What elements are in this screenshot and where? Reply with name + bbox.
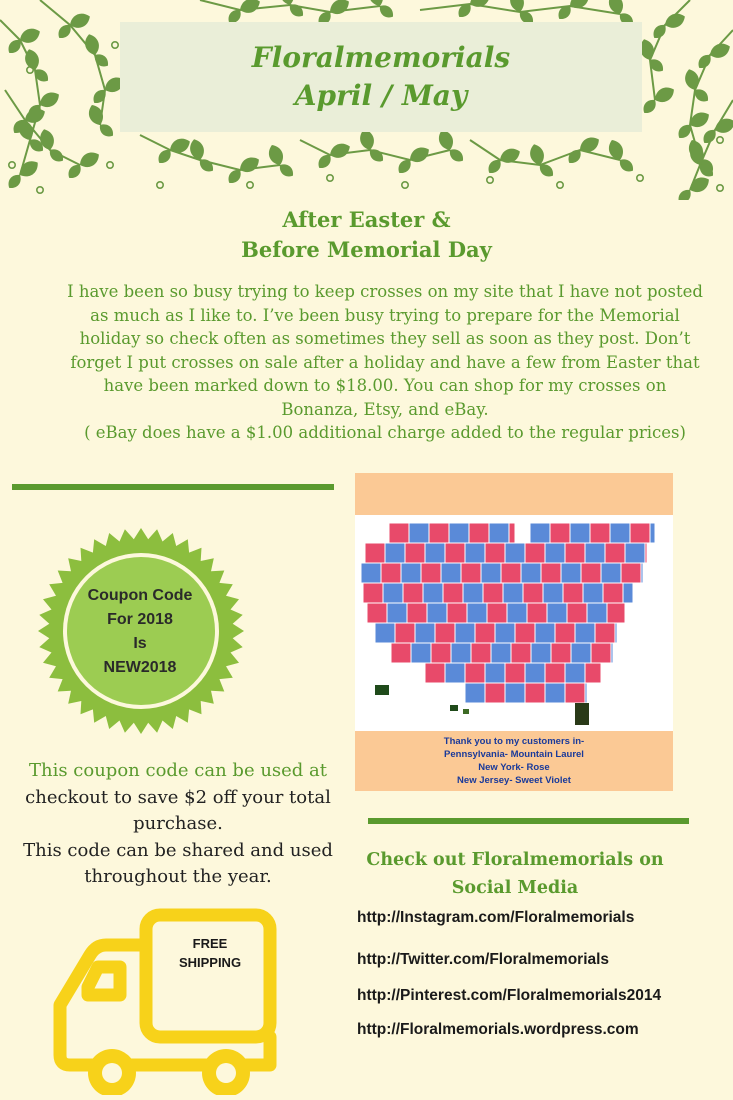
- map-state-tile: [415, 623, 435, 643]
- map-state-tile: [561, 563, 581, 583]
- map-state-tile: [607, 603, 625, 623]
- map-state-tile: [435, 623, 455, 643]
- vine-dot: [637, 175, 643, 181]
- map-state-tile: [367, 603, 387, 623]
- map-state-tile: [421, 563, 441, 583]
- map-state-tile: [463, 709, 469, 714]
- map-state-tile: [551, 643, 571, 663]
- map-state-tile: [425, 543, 445, 563]
- map-state-tile: [527, 603, 547, 623]
- map-state-tile: [530, 523, 550, 543]
- page-subtitle: April / May: [294, 79, 468, 112]
- map-state-tile: [565, 663, 585, 683]
- map-state-tile: [365, 543, 385, 563]
- map-state-tile: [623, 583, 633, 603]
- map-state-tile: [461, 563, 481, 583]
- vine-dot: [37, 187, 43, 193]
- vine-dot: [717, 185, 723, 191]
- map-state-tile: [610, 523, 630, 543]
- map-state-tile: [485, 543, 505, 563]
- vine-dot: [487, 177, 493, 183]
- map-state-tile: [625, 543, 645, 563]
- map-state-tile: [423, 583, 443, 603]
- map-state-tile: [455, 623, 475, 643]
- map-state-tile: [603, 583, 623, 603]
- map-state-tile: [581, 563, 601, 583]
- leaf: [266, 142, 287, 167]
- map-state-tile: [505, 543, 525, 563]
- leaf: [67, 10, 92, 31]
- map-state-tile: [543, 583, 563, 603]
- map-state-tile: [501, 563, 521, 583]
- vine-dot: [402, 182, 408, 188]
- map-state-tile: [575, 623, 595, 643]
- map-caption-line: Pennsylvania- Mountain Laurel: [444, 749, 584, 760]
- divider-left: [12, 484, 334, 490]
- map-state-tile: [525, 543, 545, 563]
- map-state-tile: [405, 543, 425, 563]
- leaf: [83, 32, 102, 56]
- map-state-tile: [391, 643, 411, 663]
- map-state-tile: [641, 563, 643, 583]
- map-state-tile: [565, 683, 585, 703]
- us-flower-map-image: [355, 473, 673, 791]
- map-state-tile: [363, 583, 383, 603]
- map-state-tile: [591, 643, 611, 663]
- intro-heading-line1: After Easter &: [282, 207, 451, 232]
- leaf: [606, 137, 627, 162]
- map-state-tile: [381, 563, 401, 583]
- social-heading-line1: Check out Floralmemorials on: [366, 850, 664, 870]
- map-state-tile: [605, 543, 625, 563]
- instagram-link[interactable]: http://Instagram.com/Floralmemorials: [357, 909, 635, 926]
- map-state-tile: [407, 603, 427, 623]
- map-state-tile: [491, 643, 511, 663]
- map-state-tile: [483, 583, 503, 603]
- map-state-tile: [375, 685, 389, 695]
- map-state-tile: [505, 683, 525, 703]
- map-state-tile: [650, 523, 655, 543]
- map-state-tile: [521, 563, 541, 583]
- map-state-tile: [587, 603, 607, 623]
- map-state-tile: [449, 523, 469, 543]
- divider-right: [368, 818, 689, 824]
- map-state-tile: [621, 563, 641, 583]
- map-state-tile: [545, 683, 565, 703]
- map-state-tile: [445, 663, 465, 683]
- map-state-tile: [431, 643, 451, 663]
- coupon-desc-line: throughout the year.: [84, 866, 272, 887]
- intro-line: Bonanza, Etsy, and eBay.: [281, 399, 489, 419]
- map-state-tile: [471, 643, 491, 663]
- us-map-graphic: [355, 515, 673, 731]
- map-state-tile: [567, 603, 587, 623]
- leaf: [662, 10, 687, 31]
- leaf: [327, 140, 352, 161]
- map-state-tile: [485, 683, 505, 703]
- map-state-tile: [465, 663, 485, 683]
- pinterest-link[interactable]: http://Pinterest.com/Floralmemorials2014: [357, 987, 662, 1004]
- map-state-tile: [401, 563, 421, 583]
- map-state-tile: [425, 663, 445, 683]
- map-state-tile: [583, 583, 603, 603]
- map-state-tile: [515, 623, 535, 643]
- page-title: Floralmemorials: [251, 41, 511, 74]
- map-state-tile: [465, 543, 485, 563]
- map-state-tile: [630, 523, 650, 543]
- coupon-badge-text: [65, 584, 215, 680]
- leaf: [683, 67, 702, 91]
- map-state-tile: [450, 705, 458, 711]
- map-state-tile: [487, 603, 507, 623]
- map-state-tile: [511, 643, 531, 663]
- map-state-tile: [535, 623, 555, 643]
- coupon-desc-line: This coupon code can be used at: [28, 760, 328, 781]
- map-state-tile: [645, 543, 647, 563]
- map-state-tile: [585, 663, 601, 683]
- vine-dot: [557, 182, 563, 188]
- map-state-tile: [445, 543, 465, 563]
- map-state-tile: [547, 603, 567, 623]
- map-state-tile: [495, 623, 515, 643]
- map-state-tile: [545, 543, 565, 563]
- social-heading: [355, 846, 675, 902]
- map-state-tile: [463, 583, 483, 603]
- coupon-desc-line: This code can be shared and used: [23, 839, 333, 861]
- coupon-code: NEW2018: [103, 659, 177, 676]
- map-state-tile: [585, 543, 605, 563]
- map-state-tile: [429, 523, 449, 543]
- vine-dot: [27, 67, 33, 73]
- intro-paragraph: [40, 280, 730, 445]
- coupon-line: Coupon Code: [87, 587, 193, 604]
- vine-dot: [327, 175, 333, 181]
- map-state-tile: [441, 563, 461, 583]
- map-state-tile: [531, 643, 551, 663]
- map-state-tile: [375, 623, 395, 643]
- coupon-line: For 2018: [107, 611, 173, 628]
- map-state-tile: [570, 523, 590, 543]
- map-state-tile: [411, 643, 431, 663]
- map-caption: [355, 735, 673, 787]
- leaf: [188, 137, 207, 161]
- vine-dot: [9, 162, 15, 168]
- map-state-tile: [525, 663, 545, 683]
- map-state-tile: [571, 643, 591, 663]
- intro-line: I have been so busy trying to keep crosses on my site that I have not posted: [67, 282, 703, 301]
- vine-dot: [717, 137, 723, 143]
- map-state-tile: [611, 643, 613, 663]
- map-state-tile: [403, 583, 423, 603]
- map-state-tile: [507, 603, 527, 623]
- map-state-tile: [469, 523, 489, 543]
- map-state-tile: [409, 523, 429, 543]
- intro-line: forget I put crosses on sale after a holiday and have a few from Easter that: [70, 352, 700, 372]
- map-state-tile: [387, 603, 407, 623]
- map-state-tile: [541, 563, 561, 583]
- map-state-tile: [595, 623, 615, 643]
- map-state-tile: [465, 683, 485, 703]
- intro-line: have been marked down to $18.00. You can shop for my crosses on: [103, 376, 667, 395]
- map-caption-line: Thank you to my customers in-: [443, 736, 585, 747]
- intro-line: ( eBay does have a $1.00 additional charge added to the regular prices): [84, 423, 686, 442]
- map-caption-line: New York- Rose: [478, 762, 550, 773]
- map-state-tile: [601, 563, 621, 583]
- wordpress-link[interactable]: http://Floralmemorials.wordpress.com: [357, 1021, 639, 1038]
- coupon-desc-line: checkout to save $2 off your total: [25, 786, 331, 808]
- map-state-tile: [525, 683, 545, 703]
- coupon-line: Is: [133, 635, 147, 652]
- map-state-tile: [383, 583, 403, 603]
- vine-dot: [247, 182, 253, 188]
- map-state-tile: [485, 663, 505, 683]
- vine-dot: [157, 182, 163, 188]
- map-state-tile: [563, 583, 583, 603]
- map-caption-line: New Jersey- Sweet Violet: [457, 775, 571, 786]
- vine-dot: [107, 162, 113, 168]
- map-state-tile: [451, 643, 471, 663]
- social-heading-line2: Social Media: [451, 878, 579, 898]
- map-state-tile: [575, 703, 589, 725]
- vine-stem: [650, 0, 690, 100]
- intro-line: as much as I like to. I’ve been busy trying to prepare for the Memorial: [90, 305, 680, 325]
- map-state-tile: [615, 623, 617, 643]
- map-state-tile: [489, 523, 509, 543]
- map-state-tile: [467, 603, 487, 623]
- map-state-tile: [475, 623, 495, 643]
- map-state-tile: [565, 543, 585, 563]
- map-state-tile: [395, 623, 415, 643]
- map-state-tile: [590, 523, 610, 543]
- map-state-tile: [509, 523, 515, 543]
- map-state-tile: [443, 583, 463, 603]
- title-banner: [120, 22, 642, 132]
- map-top-band: [355, 473, 673, 515]
- map-state-tile: [555, 623, 575, 643]
- intro-heading-line2: Before Memorial Day: [241, 237, 492, 262]
- map-state-tile: [361, 563, 381, 583]
- free-shipping-label: [165, 934, 255, 972]
- intro-line: holiday so check often as sometimes they sell as soon as they post. Don’t: [79, 329, 691, 348]
- map-state-tile: [385, 543, 405, 563]
- map-state-tile: [389, 523, 409, 543]
- map-state-tile: [550, 523, 570, 543]
- map-state-tile: [427, 603, 447, 623]
- map-state-tile: [585, 683, 587, 703]
- map-state-tile: [503, 583, 523, 603]
- shipping-line2: SHIPPING: [178, 955, 242, 970]
- map-state-tile: [447, 603, 467, 623]
- twitter-link[interactable]: http://Twitter.com/Floralmemorials: [357, 951, 610, 968]
- map-state-tile: [505, 663, 525, 683]
- coupon-desc-line: purchase.: [133, 813, 223, 834]
- shipping-line1: FREE: [192, 936, 228, 951]
- vine-dot: [112, 42, 118, 48]
- coupon-description: [8, 758, 348, 891]
- map-state-tile: [481, 563, 501, 583]
- map-state-tile: [545, 663, 565, 683]
- map-state-tile: [523, 583, 543, 603]
